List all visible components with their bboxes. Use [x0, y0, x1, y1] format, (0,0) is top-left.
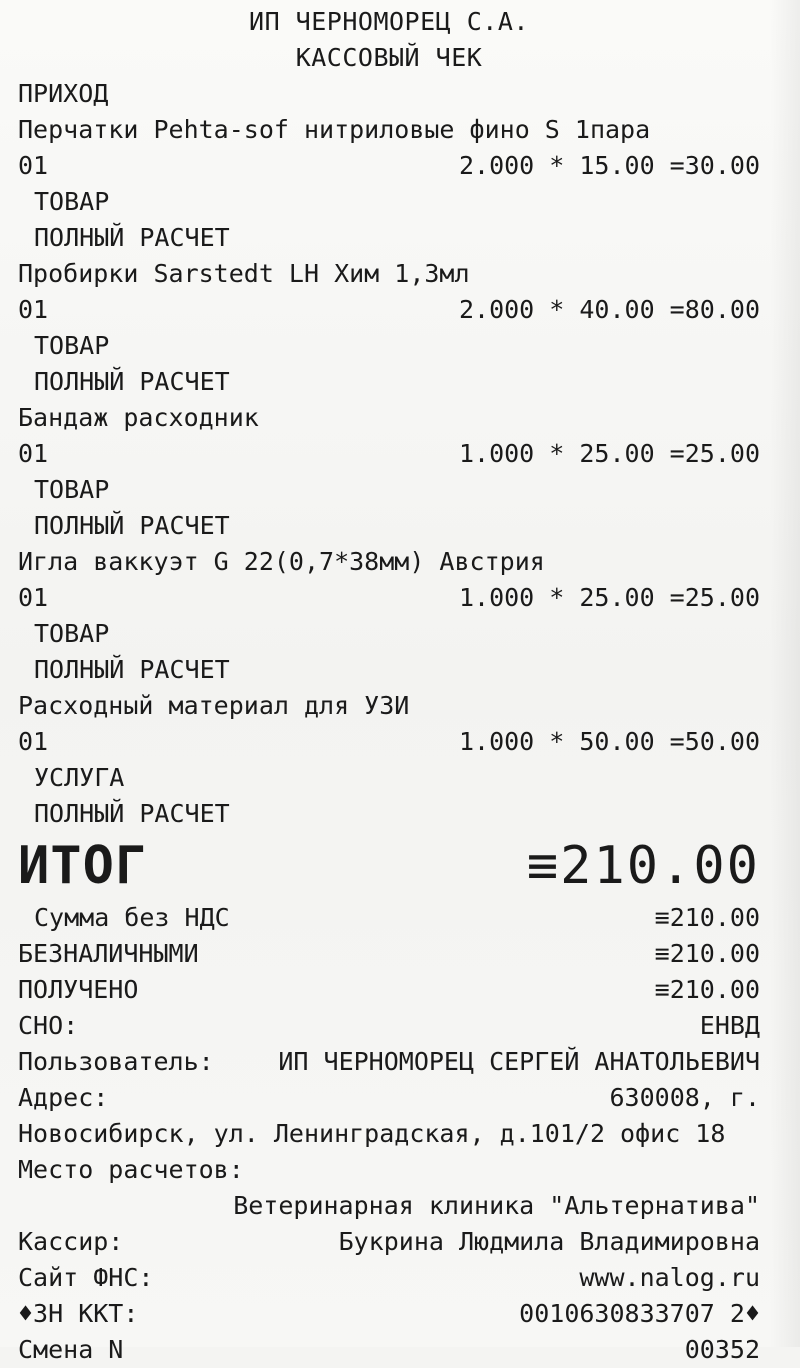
item-name: Пробирки Sarstedt LH Хим 1,3мл — [18, 259, 470, 288]
total-label: ИТОГ — [18, 836, 148, 896]
site-label: Сайт ФНС: — [18, 1263, 154, 1292]
item-payment-method: ПОЛНЫЙ РАСЧЕТ — [34, 511, 230, 540]
summary-value: ≡210.00 — [654, 939, 760, 968]
item-code: 01 — [18, 295, 49, 324]
paper-shadow — [770, 0, 800, 1347]
summary-label: БЕЗНАЛИЧНЫМИ — [18, 939, 199, 968]
address-value-line2: Новосибирск, ул. Ленинградская, д.101/2 офис 18 — [18, 1119, 726, 1148]
item-calculation: 1.000 * 50.00 =50.00 — [458, 727, 760, 756]
site-value: www.nalog.ru — [579, 1263, 760, 1292]
item-name: Игла ваккуэт G 22(0,7*38мм) Австрия — [18, 547, 545, 576]
summary-label: СНО: — [18, 1011, 79, 1040]
summary-value: ≡210.00 — [654, 975, 760, 1004]
address-label: Адрес: — [18, 1083, 109, 1112]
kkt-row — [18, 1296, 760, 1332]
kkt-label: ♦ЗН ККТ: — [18, 1299, 139, 1328]
item-calculation: 2.000 * 15.00 =30.00 — [458, 151, 760, 180]
address-value-line1: 630008, г. — [609, 1083, 760, 1112]
item-type: УСЛУГА — [34, 763, 125, 792]
summary-row — [18, 972, 760, 1008]
operation-type: ПРИХОД — [18, 79, 109, 108]
item-type: ТОВАР — [34, 619, 110, 648]
item-code: 01 — [18, 583, 49, 612]
item-name: Расходный материал для УЗИ — [18, 691, 410, 720]
item-calculation: 1.000 * 25.00 =25.00 — [458, 439, 760, 468]
summary-row — [18, 936, 760, 972]
item-payment-method: ПОЛНЫЙ РАСЧЕТ — [34, 223, 230, 252]
summary-value: ≡210.00 — [654, 903, 760, 932]
item-name: Перчатки Pehta-sof нитриловые фино S 1пара — [18, 115, 651, 144]
seller-name: ИП ЧЕРНОМОРЕЦ С.А. — [249, 7, 529, 36]
item-type: ТОВАР — [34, 475, 110, 504]
receipt-item — [18, 400, 760, 544]
item-name: Бандаж расходник — [18, 403, 259, 432]
summary-row — [18, 1008, 760, 1044]
place-value: Ветеринарная клиника "Альтернатива" — [233, 1191, 760, 1220]
user-row — [18, 1044, 760, 1080]
item-code: 01 — [18, 151, 49, 180]
item-payment-method: ПОЛНЫЙ РАСЧЕТ — [34, 367, 230, 396]
cashier-row — [18, 1224, 760, 1260]
total-row — [18, 832, 760, 900]
item-payment-method: ПОЛНЫЙ РАСЧЕТ — [34, 799, 230, 828]
kkt-value: 0010630833707 2♦ — [519, 1299, 760, 1328]
place-label: Место расчетов: — [18, 1155, 244, 1184]
cashier-label: Кассир: — [18, 1227, 124, 1256]
address-row — [18, 1080, 760, 1116]
shift-label: Смена N — [18, 1335, 124, 1364]
item-code: 01 — [18, 727, 49, 756]
total-amount: ≡210.00 — [526, 836, 760, 896]
cashier-value: Букрина Людмила Владимировна — [338, 1227, 760, 1256]
item-type: ТОВАР — [34, 331, 110, 360]
site-row — [18, 1260, 760, 1296]
shift-value: 00352 — [684, 1335, 760, 1364]
item-calculation: 2.000 * 40.00 =80.00 — [458, 295, 760, 324]
receipt-item — [18, 256, 760, 400]
item-code: 01 — [18, 439, 49, 468]
receipt-item — [18, 112, 760, 256]
summary-row — [18, 900, 760, 936]
item-calculation: 1.000 * 25.00 =25.00 — [458, 583, 760, 612]
summary-label: ПОЛУЧЕНО — [18, 975, 139, 1004]
receipt-item — [18, 544, 760, 688]
user-value: ИП ЧЕРНОМОРЕЦ СЕРГЕЙ АНАТОЛЬЕВИЧ — [278, 1047, 760, 1076]
user-label: Пользователь: — [18, 1047, 214, 1076]
item-payment-method: ПОЛНЫЙ РАСЧЕТ — [34, 655, 230, 684]
summary-label: Сумма без НДС — [34, 903, 230, 932]
item-type: ТОВАР — [34, 187, 110, 216]
receipt-item — [18, 688, 760, 832]
document-type: КАССОВЫЙ ЧЕК — [295, 43, 483, 72]
shift-row — [18, 1332, 760, 1368]
summary-value: ЕНВД — [699, 1011, 760, 1040]
